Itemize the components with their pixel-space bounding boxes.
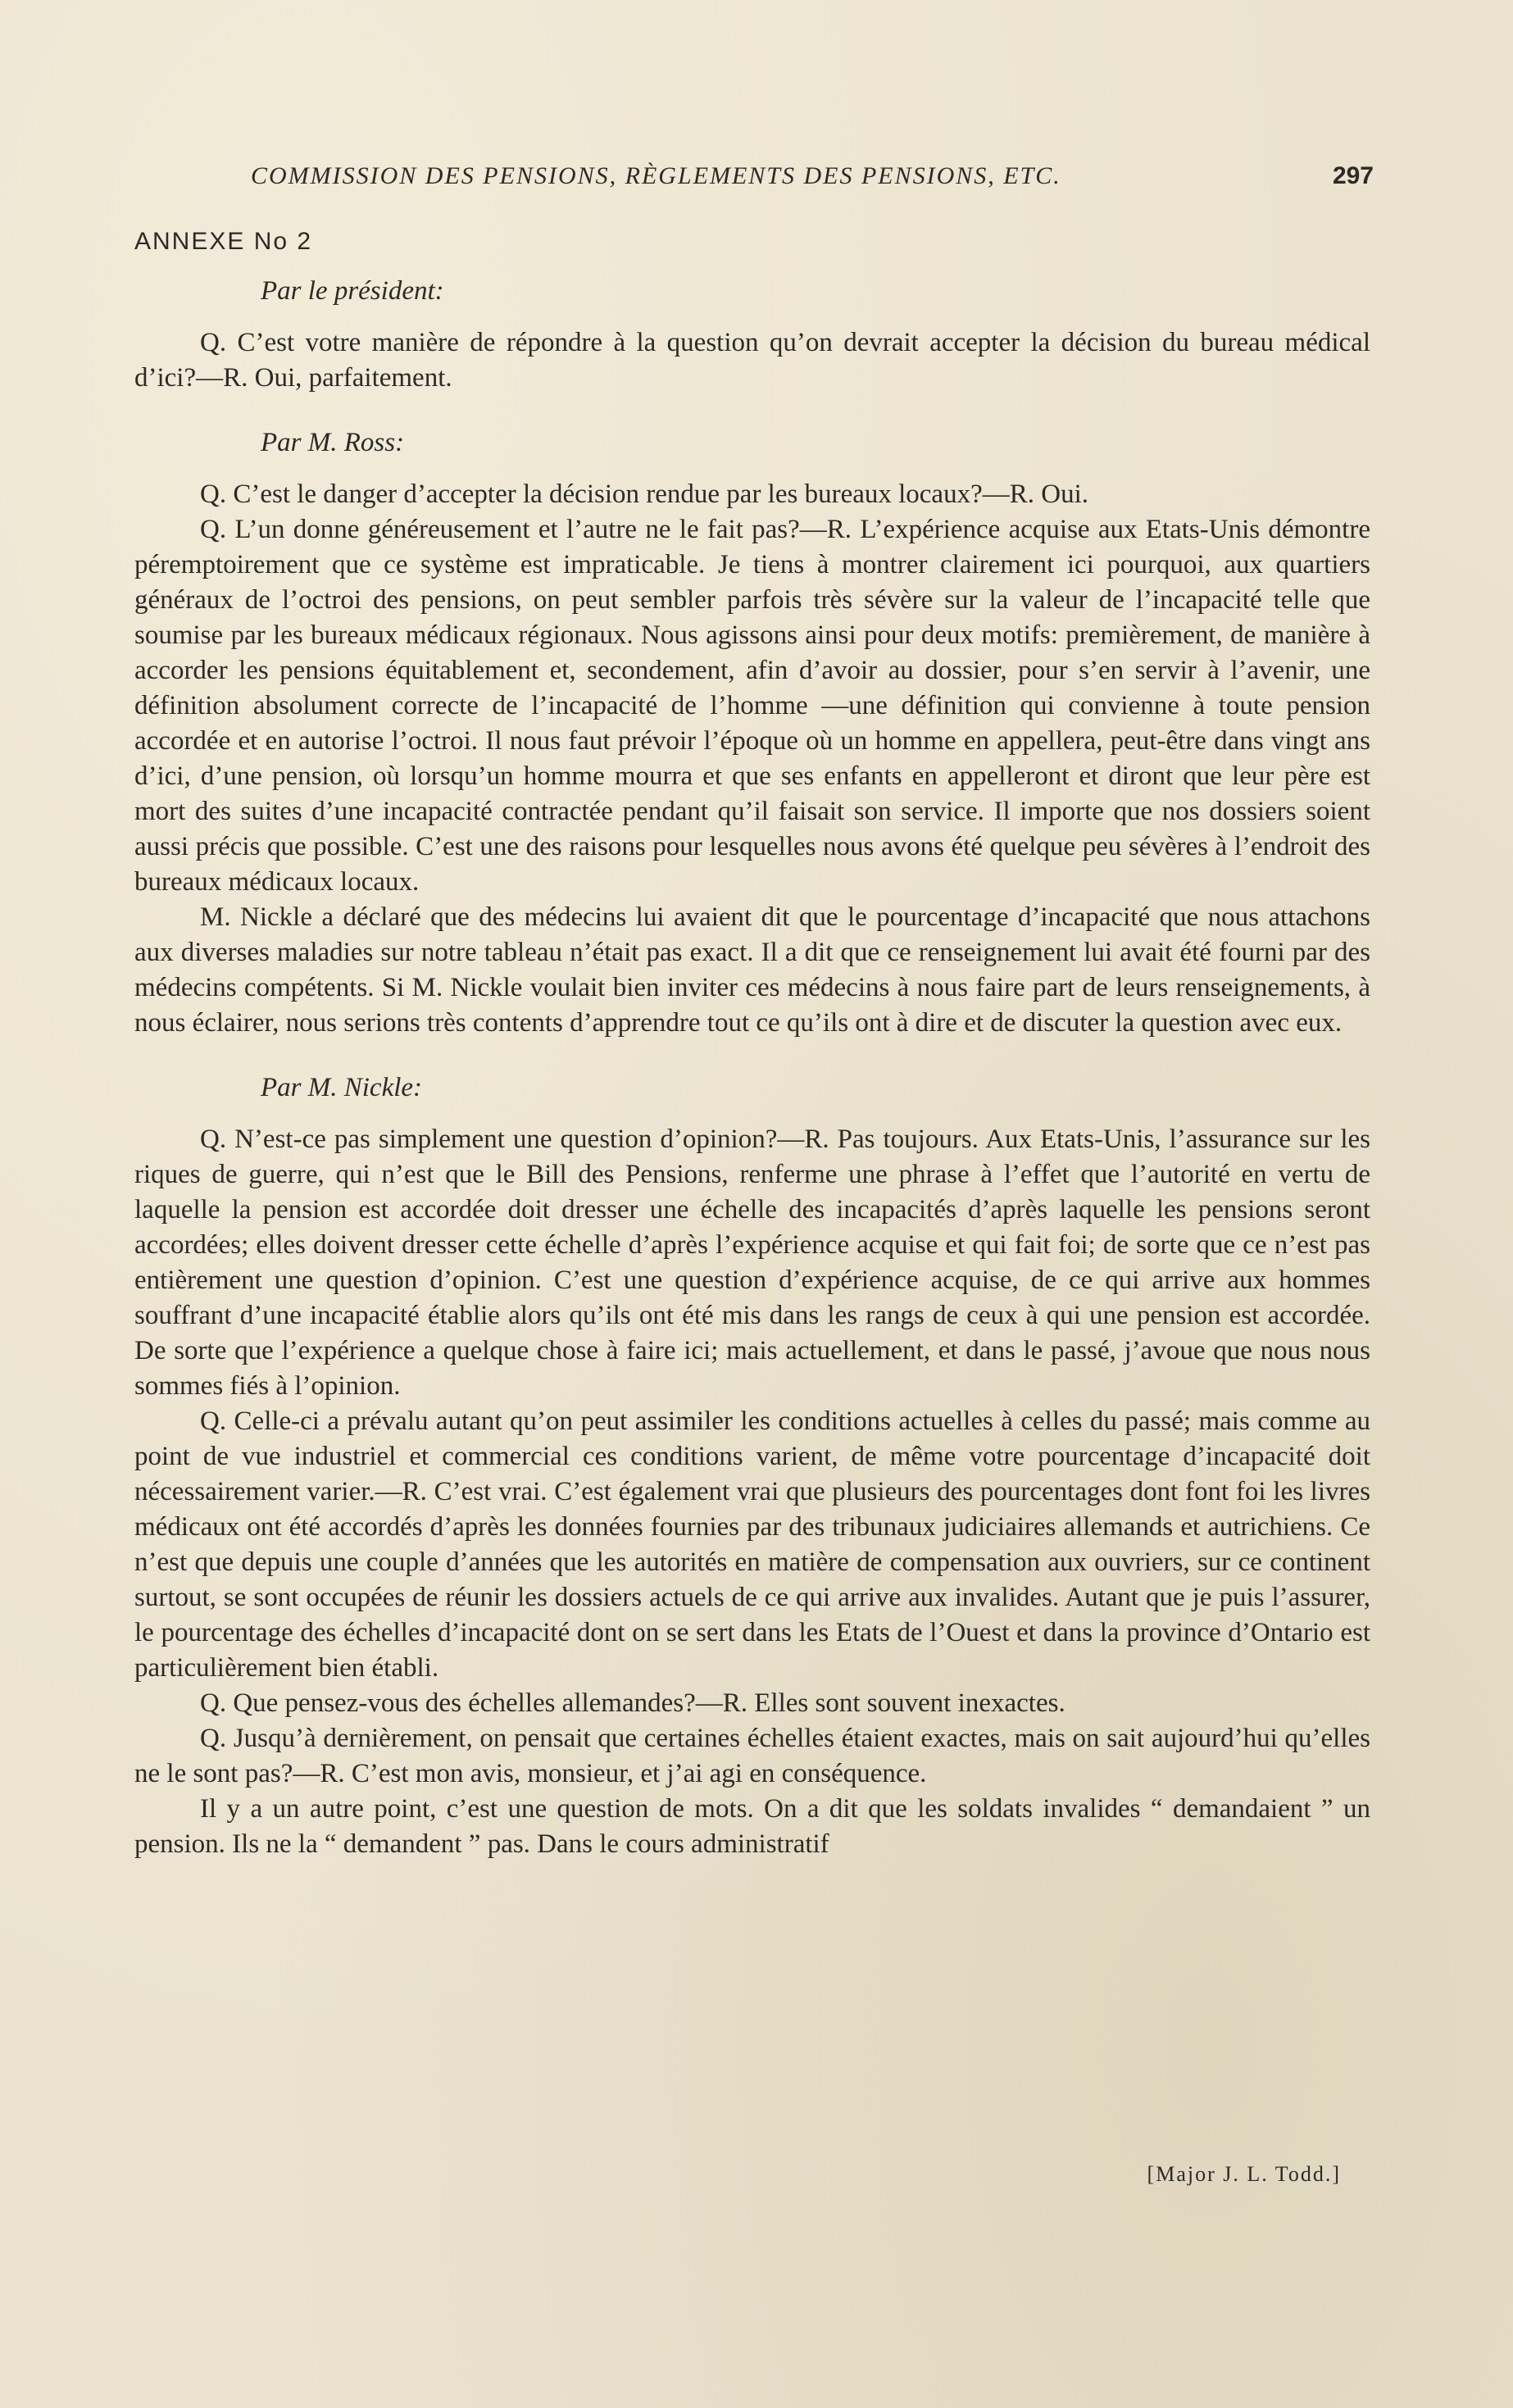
page-body [134,274,1370,1862]
page-header [251,162,1374,198]
paragraph: Q. Jusqu’à dernièrement, on pensait que certaines échelles étaient exactes, mais on sait aujourd’hui qu’elles ne le sont pas?—R. C’est mon avis, monsieur, et j’ai agi en conséquence. [134,1724,1370,1788]
paragraph: Q. N’est-ce pas simplement une question d’opinion?—R. Pas toujours. Aux Etats-Unis, l’assurance sur les riques de guerre, qui n’est que le Bill des Pensions, renferme une phrase à l’effet que l’autorité en vertu de laquelle la pension est accordée doit dresser une échelle des incapacités d’après laquelle les pensions seront accordées; elles doivent dresser cette échelle d’après l’expérience acquise et qui fait foi; de sorte que ce n’est pas entièrement une question d’opinion. C’est une question d’expérience acquise, de ce qui arrive aux hommes souffrant d’une incapacité établie alors qu’ils ont été mis dans les rangs de ceux à qui une pension est accordée. De sorte que l’expérience a quelque chose à faire ici; mais actuellement, et dans le passé, j’avoue que nous nous sommes fiés à l’opinion. [134,1124,1370,1401]
paragraph: Q. Que pensez-vous des échelles allemandes?—R. Elles sont souvent inexactes. [200,1688,1065,1718]
speaker-heading: Par le président: [261,276,444,306]
speaker-heading: Par M. Ross: [261,428,405,457]
paragraph: M. Nickle a déclaré que des médecins lui avaient dit que le pourcentage d’incapacité que nous attachons aux diverses maladies sur notre tableau n’était pas exact. Il a dit que ce renseignement lui avait été fourni par des médecins compétents. Si M. Nickle voulait bien inviter ces médecins à nous faire part de leurs renseignements, à nous éclairer, nous serions très contents d’apprendre tout ce qu’ils ont à dire et de discuter la question avec eux. [134,902,1370,1038]
speaker-footer: [Major J. L. Todd.] [1147,2162,1341,2186]
paragraph: Q. C’est votre manière de répondre à la question qu’on devrait accepter la décision du bureau médical d’ici?—R. Oui, parfaitement. [134,328,1370,393]
paragraph: Q. L’un donne généreusement et l’autre ne le fait pas?—R. L’expérience acquise aux Etats-Unis démontre péremptoirement que ce système est impraticable. Je tiens à montrer clairement ici pourquoi, aux quartiers généraux de l’octroi des pensions, on peut sembler parfois très sévère sur la valeur de l’incapacité telle que soumise par les bureaux médicaux régionaux. Nous agissons ainsi pour deux motifs: premièrement, de manière à accorder les pensions équitablement et, secondement, afin d’avoir au dossier, pour s’en servir à l’avenir, une définition absolument correcte de l’incapacité de l’homme —une définition qui convienne à toute pension accordée et en autorise l’octroi. Il nous faut prévoir l’époque où un homme en appellera, peut-être dans vingt ans d’ici, d’une pension, où lorsqu’un homme mourra et que ses enfants en appelleront et diront que leur père est mort des suites d’une incapacité contractée pendant qu’il faisait son service. Il importe que nos dossiers soient aussi précis que possible. C’est une des raisons pour lesquelles nous avons été quelque peu sévères à l’endroit des bureaux médicaux locaux. [134,515,1370,897]
page-number: 297 [1332,162,1374,189]
annex-label: ANNEXE No 2 [134,228,313,255]
speaker-heading: Par M. Nickle: [261,1073,423,1102]
paragraph: Q. C’est le danger d’accepter la décision rendue par les bureaux locaux?—R. Oui. [200,479,1088,509]
paragraph: Il y a un autre point, c’est une question de mots. On a dit que les soldats invalides “ demandaient ” un pension. Ils ne la “ demandent ” pas. Dans le cours administratif [134,1794,1370,1859]
paragraph: Q. Celle-ci a prévalu autant qu’on peut assimiler les conditions actuelles à celles du passé; mais comme au point de vue industriel et commercial ces conditions varient, de même votre pourcentage d’incapacité doit nécessairement varier.—R. C’est vrai. C’est également vrai que plusieurs des pourcentages dont font foi les livres médicaux ont été accordés d’après les données fournies par des tribunaux judiciaires allemands et autrichiens. Ce n’est que depuis une couple d’années que les autorités en matière de compensation aux ouvriers, sur ce continent surtout, se sont occupées de réunir les dossiers actuels de ce qui arrive aux invalides. Autant que je puis l’assurer, le pourcentage des échelles d’incapacité dont on se sert dans les Etats de l’Ouest et dans la province d’Ontario est particulièrement bien établi. [134,1406,1370,1683]
running-head: COMMISSION DES PENSIONS, RÈGLEMENTS DES PENSIONS, ETC. [251,162,1061,189]
